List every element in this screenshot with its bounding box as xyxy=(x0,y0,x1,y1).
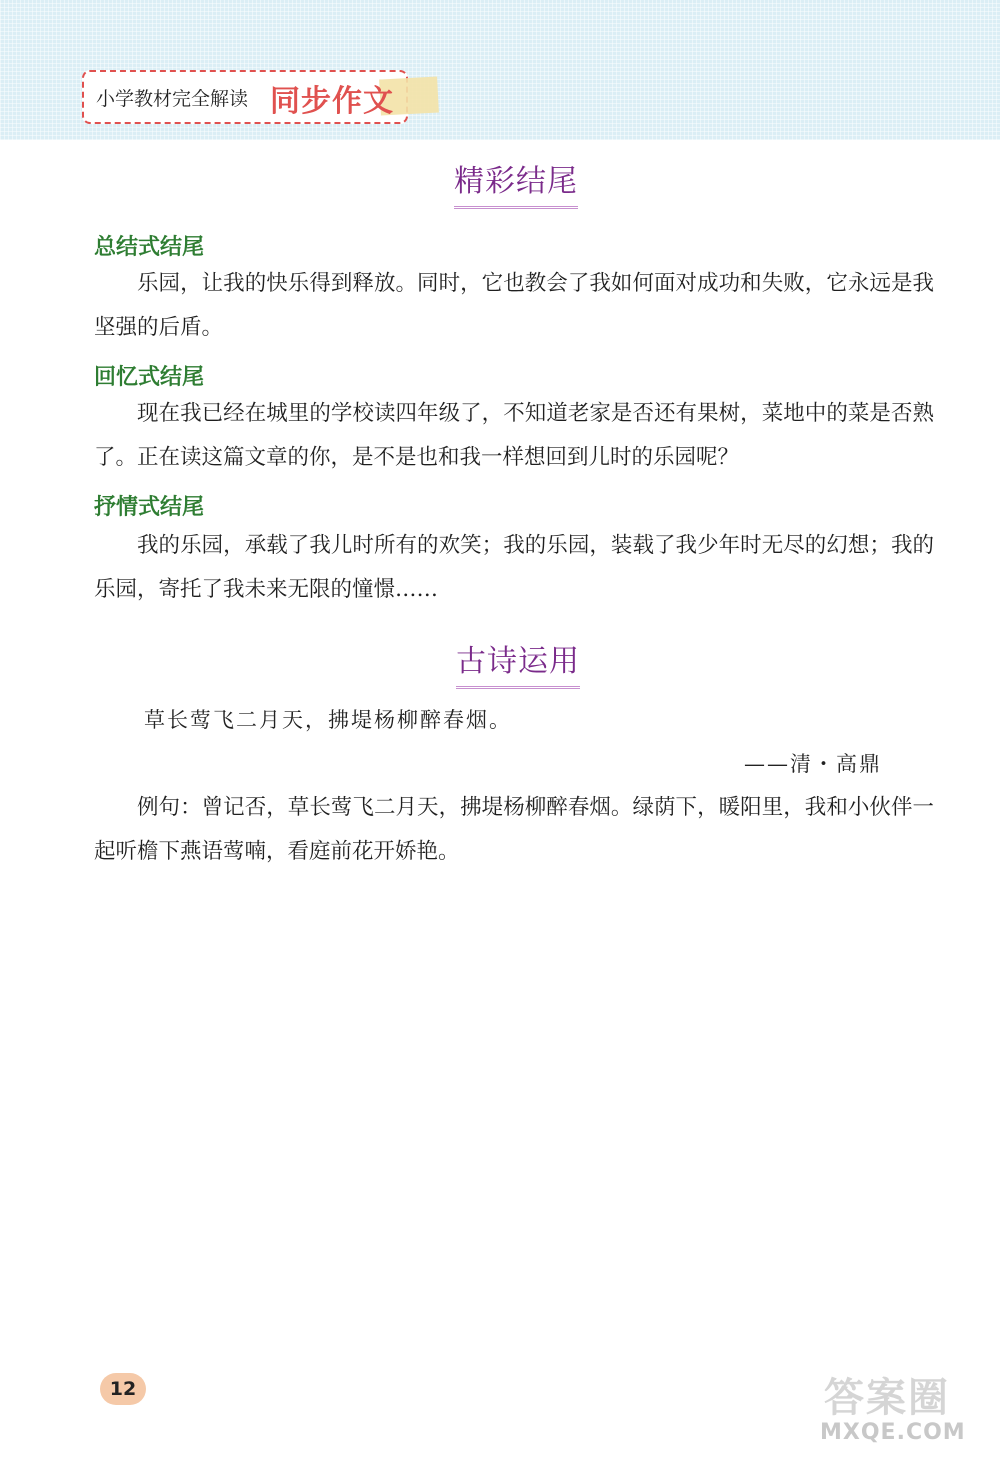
label-lyrical-ending: 抒情式结尾 xyxy=(94,495,205,520)
watermark-url: MXQE.COM xyxy=(820,1420,966,1445)
section-title-endings: 精彩结尾 xyxy=(454,156,578,209)
example-sentence: 例句：曾记否，草长莺飞二月天，拂堤杨柳醉春烟。绿荫下，暖阳里，我和小伙伴一起听檐下燕语莺喃，看庭前花开娇艳。 xyxy=(94,795,934,864)
poem-author: ——清・高鼎 xyxy=(744,752,882,776)
label-summary-ending: 总结式结尾 xyxy=(94,235,205,260)
paragraph-lyrical-ending: 我的乐园，承载了我儿时所有的欢笑；我的乐园，装载了我少年时无尽的幻想；我的乐园，寄托了我未来无限的憧憬…… xyxy=(94,533,934,602)
watermark-logo: 答案圈 xyxy=(824,1375,950,1421)
page-number: 12 xyxy=(100,1373,146,1405)
paragraph-recall-ending: 现在我已经在城里的学校读四年级了，不知道老家是否还有果树，菜地中的菜是否熟了。正在读这篇文章的你，是不是也和我一样想回到儿时的乐园呢？ xyxy=(94,401,934,470)
book-subtitle: 同步作文 xyxy=(270,84,394,119)
book-series-title: 小学教材完全解读 xyxy=(96,88,249,110)
paragraph-summary-ending: 乐园，让我的快乐得到释放。同时，它也教会了我如何面对成功和失败，它永远是我坚强的后盾。 xyxy=(94,271,934,340)
label-recall-ending: 回忆式结尾 xyxy=(94,365,205,390)
section-title-poetry: 古诗运用 xyxy=(456,636,580,689)
poem-line: 草长莺飞二月天，拂堤杨柳醉春烟。 xyxy=(144,708,512,732)
